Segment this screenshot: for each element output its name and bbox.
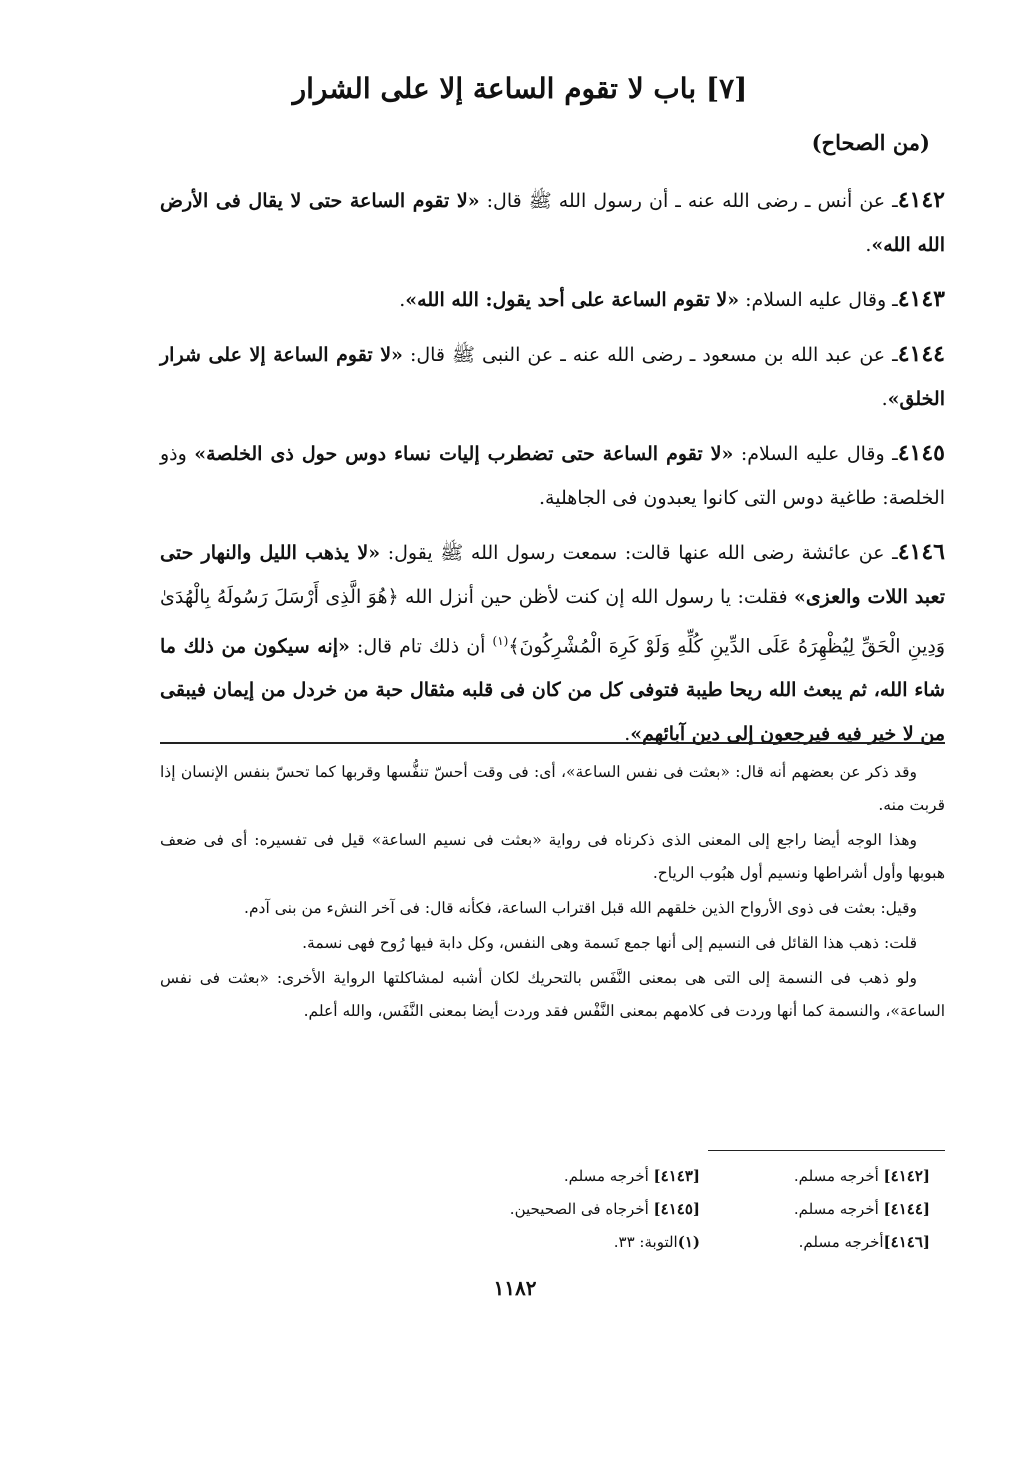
page-number: ١١٨٢ <box>493 1276 537 1300</box>
hadith-tail: . <box>399 289 406 311</box>
commentary-paragraph: ولو ذهب فى النسمة إلى التى هى بمعنى النَّفَس بالتحريك لكان أشبه لمشاكلتها الرواية الأخرى: «بعثت فى نفس الساعة»، والنسمة كما أنها وردت فى كلامهم بمعنى النَّفْس فقد وردت أيضا بمعنى النَّفَس، والله أعلم. <box>160 969 945 1020</box>
footnote <box>370 1193 700 1226</box>
hadith-number: ٤١٤٢ <box>897 187 945 213</box>
hadith-number: ٤١٤٣ <box>897 286 945 312</box>
hadith-tail-2: أن ذلك تام قال: <box>349 635 493 658</box>
footnote-text: أخرجه مسلم. <box>563 1167 654 1185</box>
footnote-marker: (١) <box>492 634 509 648</box>
chapter-title: [٧] باب لا تقوم الساعة إلا على الشرار <box>292 72 748 105</box>
footnote-number: [٤١٤٤] <box>883 1200 930 1218</box>
commentary-divider <box>160 742 945 744</box>
commentary-paragraph: وقد ذكر عن بعضهم أنه قال: «بعثت فى نفس الساعة»، أى: فى وقت أحسّ تنفُّسها وقربها كما تحسّ بنفس الإنسان إذا قربت منه. <box>160 763 945 814</box>
hadith-quote: «لا تقوم الساعة إلا على شرار الخلق» <box>160 344 945 410</box>
footnote <box>700 1226 930 1259</box>
hadith-quote: «لا تقوم الساعة حتى تضطرب إليات نساء دوس حول ذى الخلصة» <box>194 443 734 465</box>
hadith-4145 <box>160 431 945 520</box>
footnotes <box>160 1160 930 1259</box>
hadith-4143 <box>160 277 945 322</box>
commentary <box>160 756 945 1030</box>
footnote-divider <box>708 1150 945 1151</box>
footnote-row <box>160 1160 930 1193</box>
hadith-number: ٤١٤٥ <box>897 440 945 466</box>
hadith-quote-2: «إنه سيكون من ذلك ما شاء الله، ثم يبعث الله ريحا طيبة فتوفى كل من كان فى قلبه مثقال حبة من خردل من إيمان فيبقى من لا خير فيه فيرجعون إلى دين آبائهم» <box>160 635 945 746</box>
footnote-number: [٤١٤٦] <box>883 1233 930 1251</box>
hadith-quote: «لا تقوم الساعة حتى لا يقال فى الأرض الله الله» <box>160 190 945 256</box>
footnote-number: [٤١٤٢] <box>883 1167 930 1185</box>
footnote <box>700 1160 930 1193</box>
footnote-text: أخرجه مسلم. <box>793 1167 884 1185</box>
hadith-list <box>160 178 945 766</box>
footnote-text: التوبة: ٣٣. <box>613 1233 678 1251</box>
hadith-tail: . <box>881 388 888 410</box>
hadith-intro: ـ عن عائشة رضى الله عنها قالت: سمعت رسول الله ﷺ يقول: <box>380 542 898 564</box>
commentary-paragraph: وهذا الوجه أيضا راجع إلى المعنى الذى ذكرناه فى رواية «بعثت فى نسيم الساعة» قيل فى تفسيره: أى فى ضعف هبوبها وأول أشراطها ونسيم أول هبُوب الرياح. <box>160 831 945 882</box>
hadith-4146 <box>160 530 945 756</box>
hadith-intro: ـ وقال عليه السلام: <box>733 443 898 465</box>
hadith-number: ٤١٤٤ <box>897 341 945 367</box>
hadith-4144 <box>160 332 945 421</box>
footnote-row <box>160 1226 930 1259</box>
commentary-paragraph: قلت: ذهب هذا القائل فى النسيم إلى أنها جمع نَسمة وهى النفس، وكل دابة فيها رُوح فهى نسمة. <box>302 934 917 952</box>
footnote <box>370 1160 700 1193</box>
hadith-quote: «لا تقوم الساعة على أحد يقول: الله الله» <box>405 289 740 311</box>
hadith-number: ٤١٤٦ <box>897 539 945 565</box>
hadith-quote: «لا يذهب الليل والنهار حتى تعبد اللات والعزى» <box>160 542 945 608</box>
footnote-text: أخرجاه فى الصحيحين. <box>509 1200 654 1218</box>
section-heading: (من الصحاح) <box>811 130 930 155</box>
footnote-number: [٤١٤٥] <box>653 1200 700 1218</box>
hadith-intro: ـ عن عبد الله بن مسعود ـ رضى الله عنه ـ عن النبى ﷺ قال: <box>402 344 898 366</box>
hadith-intro: ـ عن أنس ـ رضى الله عنه ـ أن رسول الله ﷺ قال: <box>479 190 898 212</box>
footnote-text: أخرجه مسلم. <box>793 1200 884 1218</box>
hadith-intro: ـ وقال عليه السلام: <box>739 289 898 311</box>
hadith-4142 <box>160 178 945 267</box>
footnote-text: أخرجه مسلم. <box>798 1233 884 1251</box>
hadith-tail: وذو الخلصة: طاغية دوس التى كانوا يعبدون فى الجاهلية. <box>160 443 945 509</box>
footnote <box>370 1226 700 1259</box>
commentary-paragraph: وقيل: بعثت فى ذوى الأرواح الذين خلقهم الله قبل اقتراب الساعة، فكأنه قال: فى آخر النشء من بنى آدم. <box>244 899 917 917</box>
footnote-number: [٤١٤٣] <box>653 1167 700 1185</box>
hadith-tail: . <box>865 234 872 256</box>
footnote-number: (١) <box>677 1233 700 1251</box>
footnote-row <box>160 1193 930 1226</box>
hadith-tail: فقلت: يا رسول الله إن كنت لأظن حين أنزل الله ﴿هُوَ الَّذِى أَرْسَلَ رَسُولَهُ بِالْهُدَىٰ وَدِينِ الْحَقِّ لِيُظْهِرَهُ عَلَى الدِّينِ كُلِّهِ وَلَوْ كَرِهَ الْمُشْرِكُونَ﴾ <box>160 586 945 658</box>
hadith-tail-3: . <box>624 723 631 746</box>
footnote <box>700 1193 930 1226</box>
